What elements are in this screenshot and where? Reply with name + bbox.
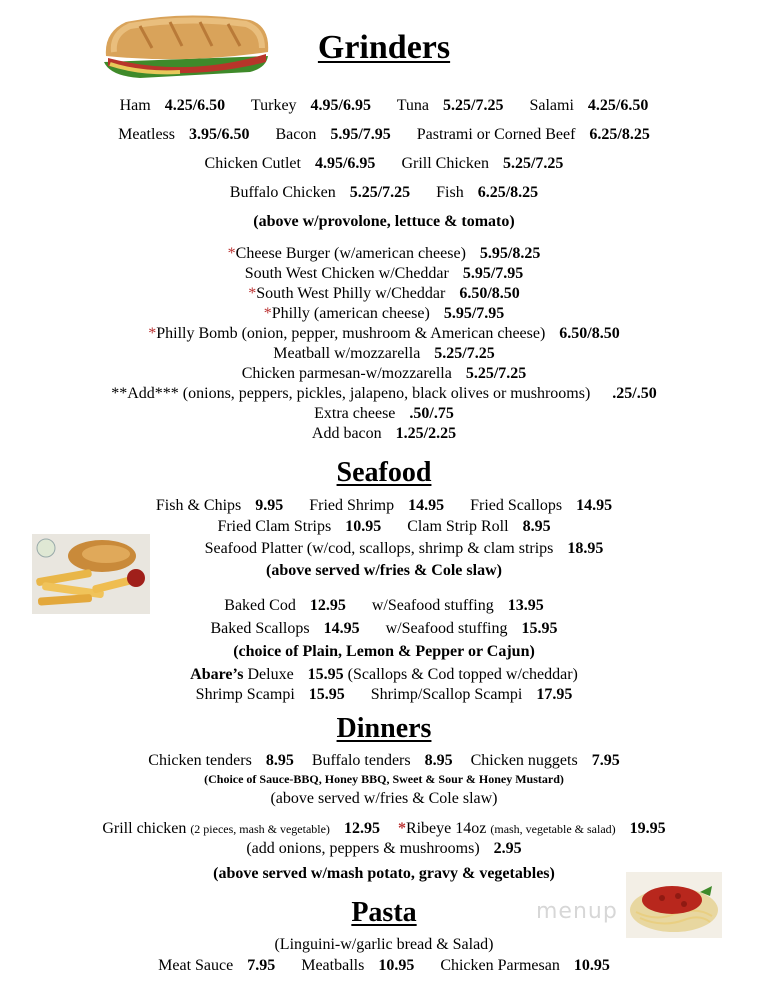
grinders-list-item: Extra cheese .50/.75 — [314, 405, 454, 422]
menu-item-price: 4.95/6.95 — [310, 97, 371, 114]
menu-item-name: Pastrami or Corned Beef — [416, 126, 576, 143]
menu-item-name: Buffalo Chicken — [229, 184, 336, 201]
menu-item-name: Bacon — [275, 126, 317, 143]
dinners-title: Dinners — [336, 713, 432, 744]
menu-item-name: Salami — [529, 97, 574, 114]
grinders-title: Grinders — [317, 29, 451, 66]
menu-item-price: 5.25/7.25 — [349, 184, 411, 201]
menu-item-price: 6.25/8.25 — [589, 126, 650, 143]
menu-item-name: Fried Clam Strips — [217, 518, 332, 535]
dinners-addons: (add onions, peppers & mushrooms) 2.95 — [246, 840, 522, 857]
seafood-baked-1: Baked Cod 12.95 w/Seafood stuffing 13.95 — [224, 597, 544, 614]
grinders-row-1 — [0, 96, 768, 116]
menu-item-name: Seafood Platter (w/cod, scallops, shrimp & clam strips — [204, 540, 554, 557]
menu-item-price: 4.25/6.50 — [587, 97, 649, 114]
grinders-note: (above w/provolone, lettuce & tomato) — [253, 213, 515, 230]
grinders-list-item: Meatball w/mozzarella 5.25/7.25 — [273, 345, 495, 362]
grinders-list-item: **Add*** (onions, peppers, pickles, jalapeno, black olives or mushrooms) .25/.50 — [111, 385, 657, 402]
menu-item-price: 4.95/6.95 — [314, 155, 376, 172]
seafood-note-2: (choice of Plain, Lemon & Pepper or Cajun) — [233, 643, 535, 660]
seafood-title: Seafood — [336, 457, 432, 488]
grinders-list-item: *South West Philly w/Cheddar 6.50/8.50 — [248, 285, 520, 302]
menu-item-price: 9.95 — [255, 497, 284, 514]
menu-item-name: Grill Chicken — [401, 155, 489, 172]
menu-item-price: 5.95/7.95 — [330, 126, 391, 143]
dinners-row-1: Chicken tenders 8.95 Buffalo tenders 8.95 Chicken nuggets 7.95 — [148, 752, 620, 769]
grinders-list-item: South West Chicken w/Cheddar 5.95/7.95 — [244, 265, 524, 282]
menu-item-price: 18.95 — [567, 540, 604, 557]
menu-item-price: 5.25/7.25 — [502, 155, 564, 172]
menu-item-price: 14.95 — [576, 497, 613, 514]
menu-item-name: Fish — [436, 184, 464, 201]
menu-item-name: Fried Scallops — [470, 497, 563, 514]
menu-item-name: Fish & Chips — [155, 497, 242, 514]
seafood-row-1 — [0, 496, 768, 516]
pasta-subtitle: (Linguini-w/garlic bread & Salad) — [274, 936, 494, 953]
menu-item-price: 4.25/6.50 — [164, 97, 226, 114]
seafood-deluxe: Abare’s Deluxe 15.95 (Scallops & Cod topped w/cheddar) — [190, 666, 578, 683]
menu-item-name: Chicken Cutlet — [204, 155, 301, 172]
grinders-row-4 — [0, 183, 768, 203]
menu-item-price: 10.95 — [345, 518, 382, 535]
grinders-row-3 — [0, 154, 768, 174]
grinders-row-2 — [0, 125, 768, 145]
seafood-note-1: (above served w/fries & Cole slaw) — [266, 562, 502, 579]
grinders-list-item: Chicken parmesan-w/mozzarella 5.25/7.25 — [241, 365, 527, 382]
dinners-note-2: (above served w/mash potato, gravy & vegetables) — [213, 865, 555, 882]
menu-item-name: Turkey — [250, 97, 297, 114]
pasta-title: Pasta — [351, 897, 417, 928]
menu-item-name: Meatless — [118, 126, 175, 143]
menu-item-price: 8.95 — [522, 518, 551, 535]
grinders-list-item: *Philly Bomb (onion, pepper, mushroom & American cheese) 6.50/8.50 — [148, 325, 620, 342]
grinders-list-item: *Philly (american cheese) 5.95/7.95 — [263, 305, 505, 322]
seafood-scampi: Shrimp Scampi 15.95 Shrimp/Scallop Scampi 17.95 — [195, 686, 573, 703]
menu-item-name: Fried Shrimp — [309, 497, 395, 514]
menu-item-name: Clam Strip Roll — [407, 518, 509, 535]
dinners-sauce-note: (Choice of Sauce-BBQ, Honey BBQ, Sweet & Sour & Honey Mustard) — [204, 772, 564, 786]
grinders-list-item: Add bacon 1.25/2.25 — [311, 425, 457, 442]
menupages-watermark: menup — [536, 899, 618, 924]
menu-item-price: 14.95 — [408, 497, 445, 514]
menu-item-name: Ham — [119, 97, 151, 114]
dinners-grill-ribeye: Grill chicken (2 pieces, mash & vegetable) 12.95 *Ribeye 14oz (mash, vegetable & salad) 19.95 — [102, 820, 666, 837]
menu-item-price: 3.95/6.50 — [189, 126, 250, 143]
grinders-list-item: *Cheese Burger (w/american cheese) 5.95/8.25 — [227, 245, 541, 262]
pasta-items: Meat Sauce 7.95 Meatballs 10.95 Chicken Parmesan 10.95 — [158, 957, 610, 974]
menu-item-price: 5.25/7.25 — [443, 97, 504, 114]
seafood-platter — [20, 539, 768, 559]
seafood-row-2 — [0, 517, 768, 537]
menu-item-price: 6.25/8.25 — [477, 184, 539, 201]
dinners-note-1: (above served w/fries & Cole slaw) — [270, 790, 498, 807]
menu-item-name: Tuna — [396, 97, 430, 114]
seafood-baked-2: Baked Scallops 14.95 w/Seafood stuffing 15.95 — [210, 620, 558, 637]
